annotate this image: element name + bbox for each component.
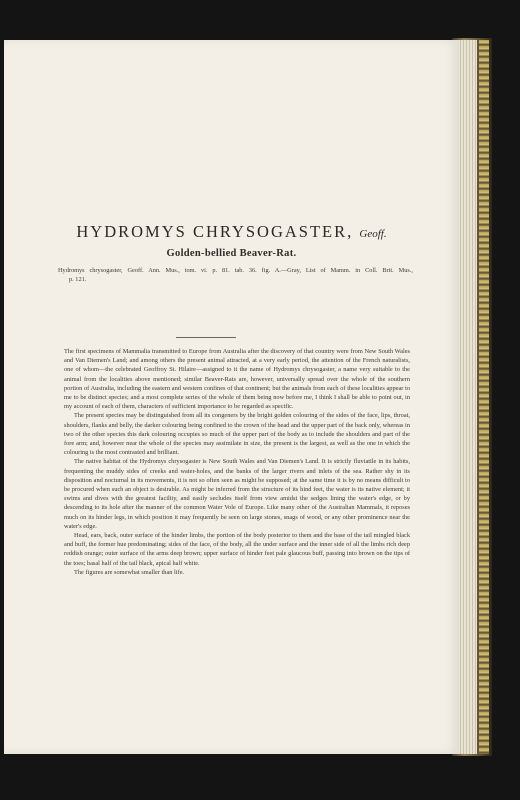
book-page xyxy=(4,40,459,754)
paragraph: The native habitat of the Hydromys chrysogaster is New South Wales and Van Diemen's Land. It is strictly fluviatile in its habits, frequenting the muddy sides of creeks and water-holes, and the banks of the larger rivers and inlets of the sea. Rather shy in its disposition and nocturnal in its movements, it is not so often seen as might be supposed; at the same time it is by no means difficult to be procured when such an object is desirable. As might be inferred from the structure of its hind feet, the water is its native element; it swims and dives with the greatest facility, and easily secludes itself from view amidst the sedges lining the water's edge, or by descending to its hole after the manner of the common Water Vole of Europe. Like many other of the Australian Mammals, it reposes much on its hinder legs, in which position it may frequently be seen on large stones, snags of wood, or any other prominence near the water's edge. xyxy=(64,458,410,530)
page-title xyxy=(4,222,459,242)
paragraph: Head, ears, back, outer surface of the hinder limbs, the portion of the body posterior to them and the base of the tail mingled black and buff, the former hue predominating; sides of the face, of the body, all the under surface and the inner side of all the limbs rich deep reddish orange; outer surface of the arms deep brown; upper surface of hinder feet pale glaucous buff, passing into brown on the tips of the toes; basal half of the tail black, apical half white. xyxy=(64,532,410,567)
section-divider xyxy=(176,337,236,338)
synonymy-line: p. 121. xyxy=(69,276,87,283)
paragraph: The present species may be distinguished from all its congeners by the bright golden colouring of the sides of the face, lips, throat, shoulders, flanks and belly, the darker colouring being confined to the crown of the head and the upper part of the back only, whereas in two of the other species this dark colouring occupies so much of the upper part of the body as to include the shoulders and part of the fore arm; and, however near the whole of the species may assimilate in size, the present is the largest, as well as the one in which the colouring is the most contrasted and brilliant. xyxy=(64,412,410,457)
synonymy-reference xyxy=(58,266,413,284)
species-name: HYDROMYS CHRYSOGASTER, xyxy=(76,222,354,241)
body-text xyxy=(64,347,410,577)
common-name: Golden-bellied Beaver-Rat. xyxy=(166,248,297,259)
synonymy-line: Hydromys chrysogaster, Geoff. Ann. Mus., tom. vi. p. 81. tab. 36. fig. A.—Gray, List of Mamm. in Coll. Brit. Mus., xyxy=(58,267,413,274)
author-abbrev: Geoff. xyxy=(359,228,387,240)
gilt-edge xyxy=(479,40,489,754)
paragraph: The first specimens of Mammalia transmitted to Europe from Australia after the discovery of that country were from New South Wales and Van Diemen's Land; and among others the present animal attracted, at a very early period, the attention of the French naturalists, one of whom—the celebrated Geoffroy St. Hilaire—assigned to it the name of Hydromys chrysogaster, a name very suitable to the animal from the localities above mentioned; similar Beaver-Rats are, however, universally spread over the whole of the southern portion of Australia, including the eastern and western confines of that continent; but the animals from each of these localities appear to me to be distinct species; and a most complete series of the whole of them being now before me, I think I shall be able to point out, in my account of each of them, characters of sufficient importance to be regarded as specific. xyxy=(64,348,410,411)
paragraph: The figures are somewhat smaller than life. xyxy=(74,568,185,576)
